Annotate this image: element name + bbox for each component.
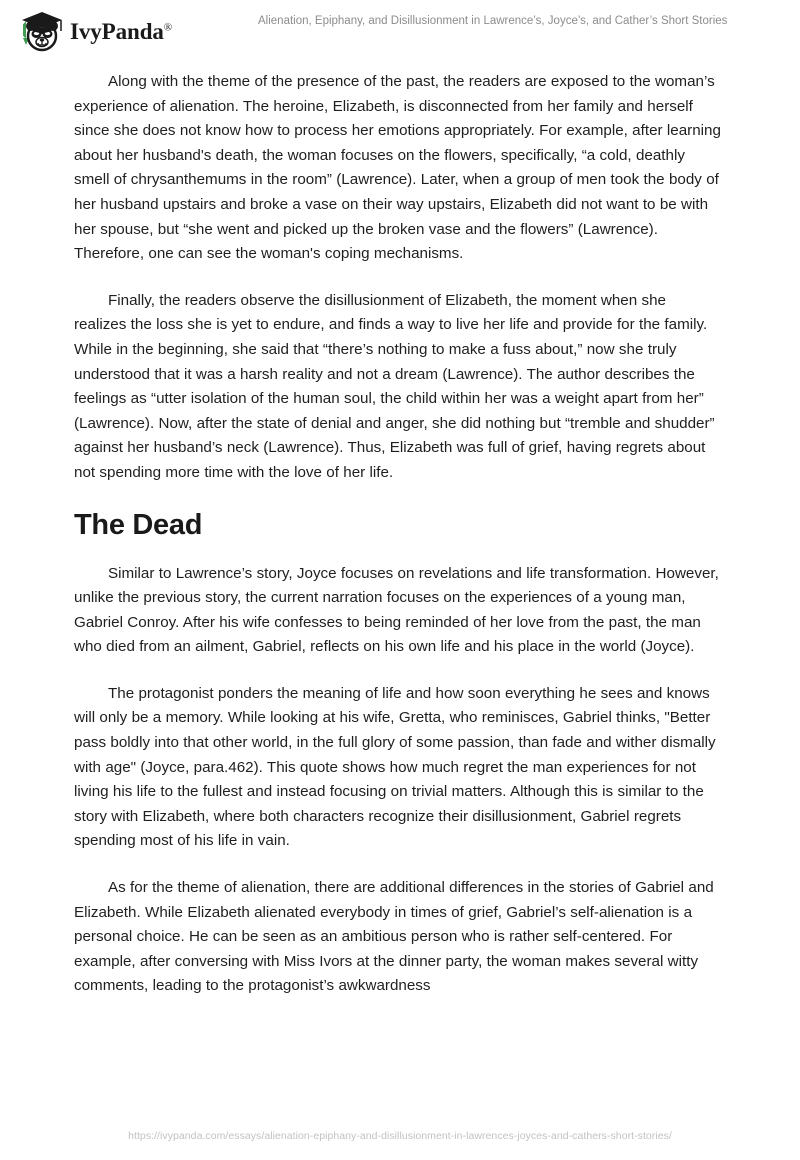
paragraph: Finally, the readers observe the disillusionment of Elizabeth, the moment when she realizes the loss she is yet to endure, and finds a way to live her life and provide for the family. While in the beginning, she said that “there’s nothing to make a fuss about,” now she truly understood that it was a harsh reality and not a dream (Lawrence). The author describes the feelings as “utter isolation of the human soul, the child within her was a weight apart from her” (Lawrence). Now, after the state of denial and anger, she did nothing but “tremble and shudder” against her husband’s neck (Lawrence). Thus, Elizabeth was full of grief, having regrets about not spending more time with the love of her life. [74, 291, 715, 481]
paragraph: Similar to Lawrence’s story, Joyce focuses on revelations and life transformation. However, unlike the previous story, the current narration focuses on the experiences of a young man, Gabriel Conroy. After his wife confesses to being reminded of her love from the past, the man who died from an ailment, Gabriel, reflects on his own life and his place in the world (Joyce). [74, 564, 719, 656]
page-header [0, 0, 800, 62]
section-heading-the-dead: The Dead [74, 508, 203, 541]
paragraph: As for the theme of alienation, there are additional differences in the stories of Gabriel and Elizabeth. While Elizabeth alienated everybody in times of grief, Gabriel’s self-alienation is a personal choice. He can be seen as an ambitious person who is rather self-centered. For example, after conversing with Miss Ivors at the dinner party, the woman makes several witty comments, leading to the protagonist’s awkwardness [74, 879, 714, 995]
brand-name-text: IvyPanda [70, 18, 164, 44]
paragraph: The protagonist ponders the meaning of life and how soon everything he sees and knows will only be a memory. While looking at his wife, Gretta, who reminisces, Gabriel thinks, "Better pass boldly into that other world, in the full glory of some passion, than fade and wither dismally with age" (Joyce, para.462). This quote shows how much regret the man experiences for not living his life to the fullest and instead focusing on trivial matters. Although this is similar to the story with Elizabeth, where both characters recognize their disillusionment, Gabriel regrets spending most of his life in vain. [74, 684, 716, 850]
document-title-header: Alienation, Epiphany, and Disillusionment in Lawrence’s, Joyce’s, and Cather’s Short Stories [258, 15, 728, 27]
paragraph: Along with the theme of the presence of the past, the readers are exposed to the woman’s experience of alienation. The heroine, Elizabeth, is disconnected from her family and herself since she does not know how to process her emotions appropriately. For example, after learning about her husband's death, the woman focuses on the flowers, specifically, “a cold, deathly smell of chrysanthemums in the room” (Lawrence). Later, when a group of men took the body of her husband upstairs and broke a vase on their way upstairs, Elizabeth did not want to be with her spouse, but “she went and picked up the broken vase and the flowers” (Lawrence). Therefore, one can see the woman's coping mechanisms. [74, 73, 721, 263]
brand-logo-link[interactable] [16, 8, 172, 54]
panda-graduate-logo-icon [16, 8, 64, 54]
footer-source-url[interactable]: https://ivypanda.com/essays/alienation-epiphany-and-disillusionment-in-lawrences-joyces-and-cathers-short-stories/ [128, 1130, 672, 1142]
registered-mark: ® [163, 20, 173, 33]
page-footer [0, 1126, 800, 1144]
essay-content [74, 70, 722, 1021]
brand-wordmark [70, 20, 172, 43]
